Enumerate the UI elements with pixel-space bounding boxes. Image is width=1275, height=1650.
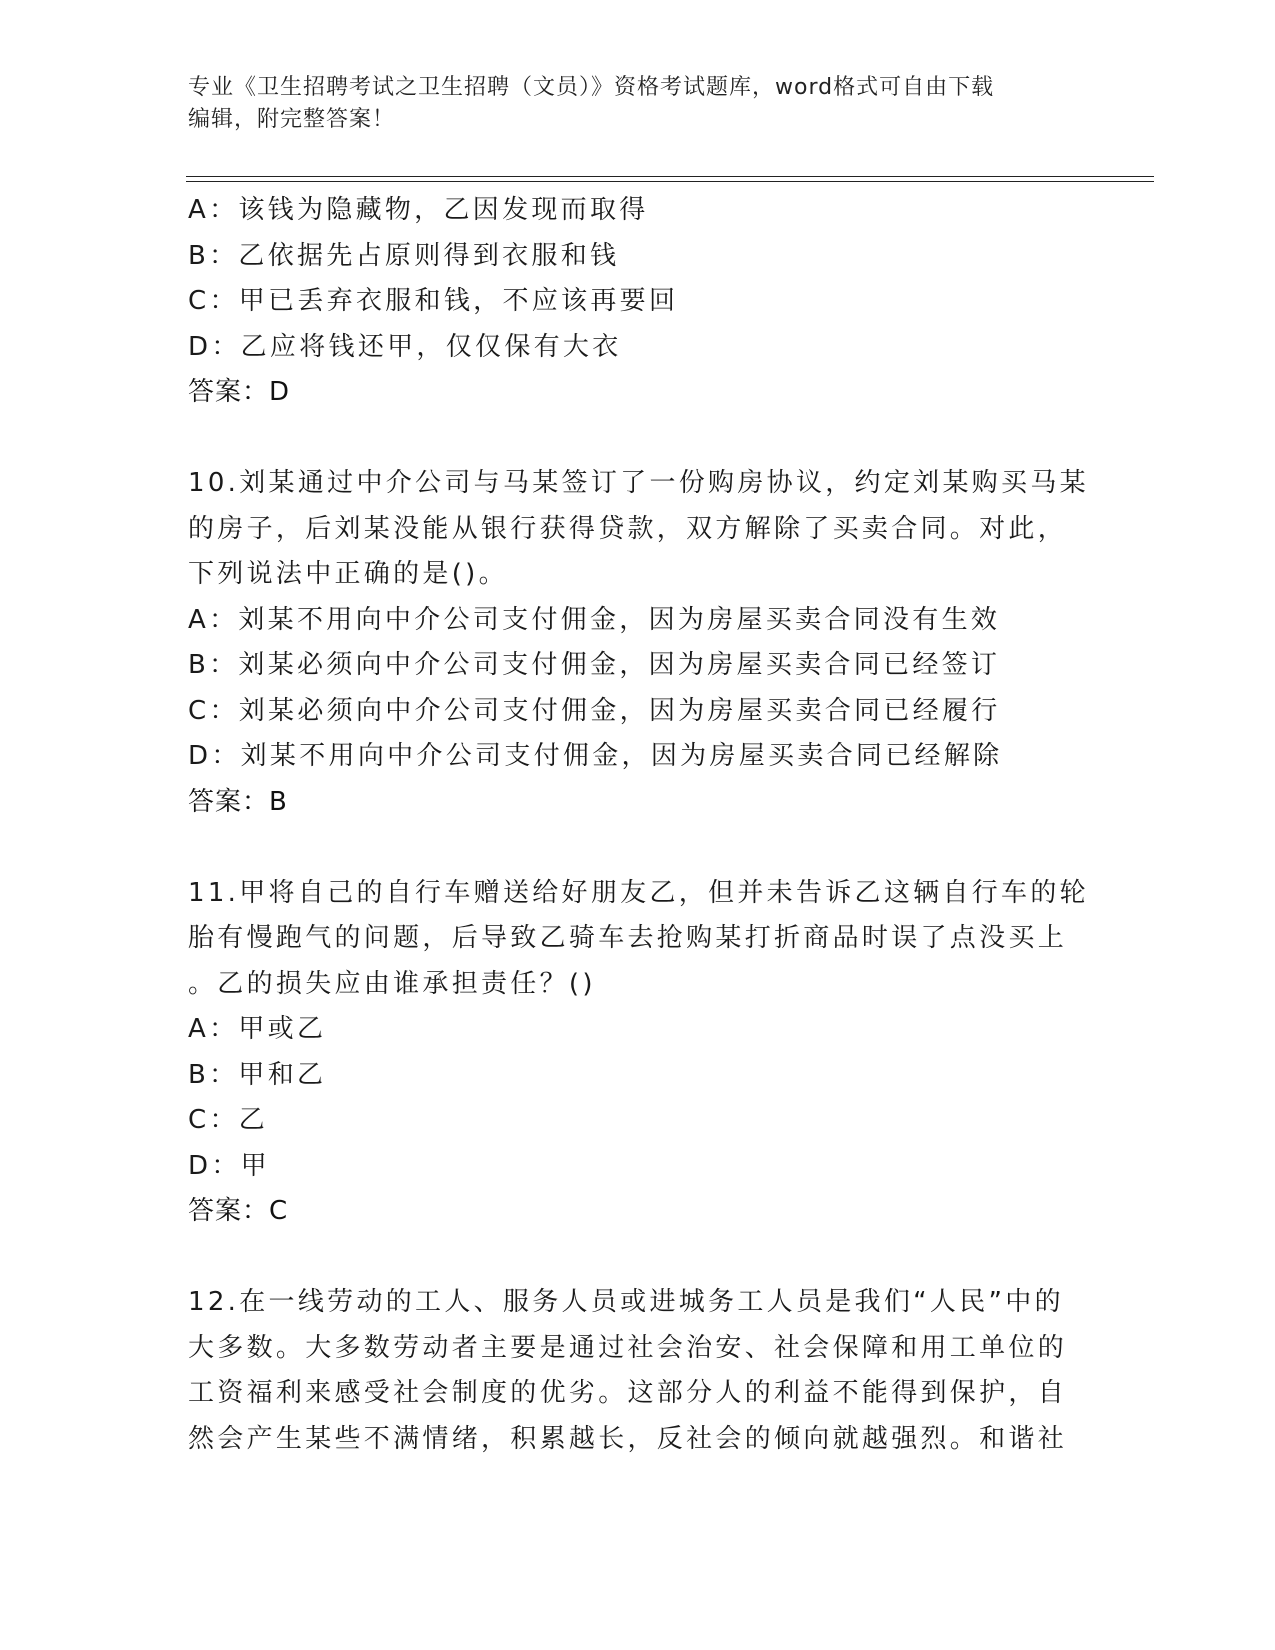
document-body bbox=[188, 188, 1088, 1462]
header-line-1: 专业《卫生招聘考试之卫生招聘（文员）》资格考试题库，word格式可自由下载 bbox=[188, 75, 995, 100]
option-d: D：甲 bbox=[188, 1150, 270, 1181]
spacer bbox=[188, 825, 1088, 871]
spacer bbox=[188, 416, 1088, 462]
question-text-line: 大多数。大多数劳动者主要是通过社会治安、社会保障和用工单位的 bbox=[188, 1332, 1068, 1363]
question-9 bbox=[188, 188, 1088, 416]
option-a: A：刘某不用向中介公司支付佣金，因为房屋买卖合同没有生效 bbox=[188, 604, 1001, 635]
option-b: B：刘某必须向中介公司支付佣金，因为房屋买卖合同已经签订 bbox=[188, 650, 1001, 680]
option-d: D：乙应将钱还甲，仅仅保有大衣 bbox=[188, 331, 622, 362]
question-text-line: 工资福利来感受社会制度的优劣。这部分人的利益不能得到保护，自 bbox=[188, 1378, 1068, 1408]
question-text-line: 10.刘某通过中介公司与马某签订了一份购房协议，约定刘某购买马某 bbox=[188, 468, 1089, 498]
question-10 bbox=[188, 461, 1088, 825]
question-text-line: 。乙的损失应由谁承担责任？() bbox=[188, 968, 596, 999]
header-divider-bottom bbox=[186, 181, 1154, 182]
question-text-line: 11.甲将自己的自行车赠送给好朋友乙，但并未告诉乙这辆自行车的轮 bbox=[188, 877, 1089, 908]
option-b: B：乙依据先占原则得到衣服和钱 bbox=[188, 240, 620, 271]
option-c: C：乙 bbox=[188, 1105, 269, 1135]
option-a: A：该钱为隐藏物，乙因发现而取得 bbox=[188, 195, 649, 225]
option-c: C：甲已丢弃衣服和钱，不应该再要回 bbox=[188, 286, 679, 316]
question-text-line: 12.在一线劳动的工人、服务人员或进城务工人员是我们“人民”中的 bbox=[188, 1287, 1064, 1317]
question-11 bbox=[188, 871, 1088, 1235]
question-text-line: 胎有慢跑气的问题，后导致乙骑车去抢购某打折商品时误了点没买上 bbox=[188, 923, 1068, 953]
spacer bbox=[188, 1235, 1088, 1281]
header-line-2: 编辑，附完整答案！ bbox=[188, 107, 396, 132]
question-text-line: 的房子，后刘某没能从银行获得贷款，双方解除了买卖合同。对此， bbox=[188, 513, 1068, 544]
answer: 答案：D bbox=[188, 377, 291, 407]
option-a: A：甲或乙 bbox=[188, 1014, 327, 1044]
question-12 bbox=[188, 1280, 1088, 1462]
option-b: B：甲和乙 bbox=[188, 1059, 327, 1090]
question-text-line: 下列说法中正确的是()。 bbox=[188, 559, 508, 589]
answer: 答案：B bbox=[188, 786, 288, 817]
option-d: D：刘某不用向中介公司支付佣金，因为房屋买卖合同已经解除 bbox=[188, 741, 1003, 771]
document-header bbox=[188, 72, 1088, 136]
answer: 答案：C bbox=[188, 1196, 289, 1226]
question-text-line: 然会产生某些不满情绪，积累越长，反社会的倾向就越强烈。和谐社 bbox=[188, 1423, 1068, 1454]
option-c: C：刘某必须向中介公司支付佣金，因为房屋买卖合同已经履行 bbox=[188, 695, 1001, 726]
header-divider-top bbox=[186, 176, 1154, 177]
